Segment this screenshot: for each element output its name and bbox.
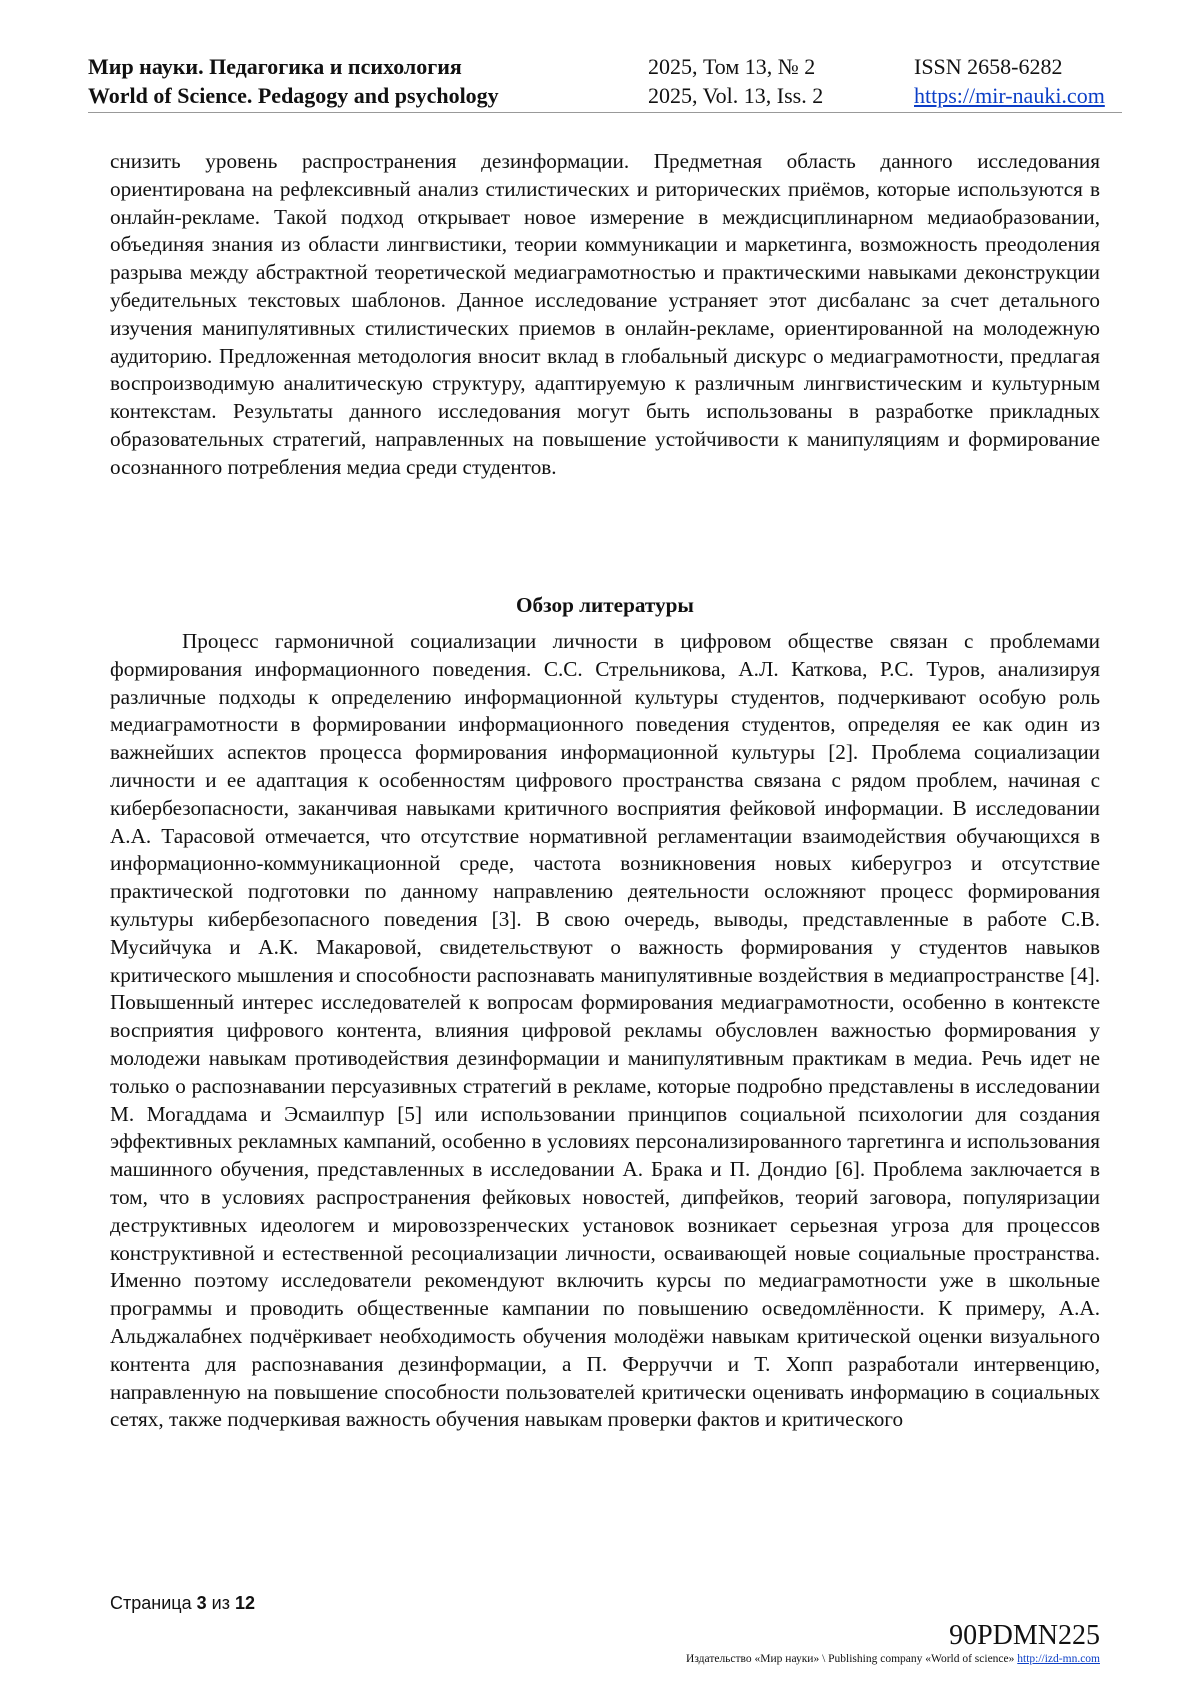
issue-info [648,52,823,110]
page-number [110,1593,255,1614]
document-code: 90PDMN225 [949,1620,1100,1651]
publisher-line [686,1653,1100,1665]
page-of: из [211,1593,230,1613]
publisher-link[interactable]: http://izd-mn.com [1017,1653,1100,1665]
page-label: Страница [110,1593,192,1613]
section-heading-literature-review: Обзор литературы [516,593,694,617]
journal-title-en: World of Science. Pedagogy and psychology [88,83,499,108]
journal-title [88,52,499,110]
journal-website-link[interactable]: https://mir-nauki.com [914,83,1105,108]
page-current: 3 [196,1593,207,1613]
issue-info-ru: 2025, Том 13, № 2 [648,54,816,79]
issue-info-en: 2025, Vol. 13, Iss. 2 [648,83,824,108]
issn-block [914,52,1105,110]
intro-paragraph: снизить уровень распространения дезинформации. Предметная область данного исследования ориентирована на рефлексивный анализ стилистических и риторических приёмов, которые используются в онлайн-рекламе. Такой подход открывает новое измерение в междисциплинарном медиаобразовании, объединяя знания из области лингвистики, теории коммуникации и маркетинга, возможность преодоления разрыва между абстрактной теоретической медиаграмотностью и практическими навыками деконструкции убедительных текстовых шаблонов. Данное исследование устраняет этот дисбаланс за счет детального изучения манипулятивных стилистических приемов в онлайн-рекламе, ориентированной на молодежную аудиторию. Предложенная методология вносит вклад в глобальный дискурс о медиаграмотности, предлагая воспроизводимую аналитическую структуру, адаптируемую к различным лингвистическим и культурным контекстам. Результаты данного исследования могут быть использованы в разработке прикладных образовательных стратегий, направленных на повышение устойчивости к манипуляциям и формирование осознанного потребления медиа среди студентов. [110,149,1100,479]
literature-review-paragraph: Процесс гармоничной социализации личности в цифровом обществе связан с проблемами формирования информационного поведения. С.С. Стрельникова, А.Л. Каткова, Р.С. Туров, анализируя различные подходы к определению информационной культуры студентов, подчеркивают особую роль медиаграмотности в формировании информационного поведения студентов, определяя ее как один из важнейших аспектов процесса формирования информационной культуры [2]. Проблема социализации личности и ее адаптация к особенностям цифрового пространства связана с рядом проблем, начиная с кибербезопасности, заканчивая навыками критичного восприятия фейковой информации. В исследовании А.А. Тарасовой отмечается, что отсутствие нормативной регламентации взаимодействия обучающихся в информационно-коммуникационной среде, частота возникновения новых киберугроз и отсутствие практической подготовки по данному направлению деятельности осложняют процесс формирования культуры кибербезопасного поведения [3]. В свою очередь, выводы, представленные в работе С.В. Мусийчука и А.К. Макаровой, свидетельствуют о важность формирования у студентов навыков критического мышления и способности распознавать манипулятивные воздействия в медиапространстве [4]. Повышенный интерес исследователей к вопросам формирования медиаграмотности, особенно в контексте восприятия цифрового контента, влияния цифровой рекламы обусловлен важностью формирования у молодежи навыкам противодействия дезинформации и манипулятивным практикам в медиа. Речь идет не только о распознавании персуазивных стратегий в рекламе, которые подробно представлены в исследовании М. Могаддама и Эсмаилпур [5] или использовании принципов социальной психологии для создания эффективных рекламных кампаний, особенно в условиях персонализированного таргетинга и использования машинного обучения, представленных в исследовании А. Брака и П. Дондио [6]. Проблема заключается в том, что в условиях распространения фейковых новостей, дипфейков, теорий заговора, популяризации деструктивных идеологем и мировоззренческих установок возникает серьезная угроза для процессов конструктивной и естественной ресоциализации личности, осваивающей новые социальные пространства. Именно поэтому исследователи рекомендуют включить курсы по медиаграмотности уже в школьные программы и проводить общественные кампании по повышению осведомлённости. К примеру, А.А. Альджалабнех подчёркивает необходимость обучения молодёжи навыкам критической оценки визуального контента для распознавания дезинформации, а П. Ферруччи и Т. Хопп разработали интервенцию, направленную на повышение способности пользователей критически оценивать информацию в социальных сетях, также подчеркивая важность обучения навыкам проверки фактов и критического [110,629,1100,1432]
page-header [88,52,1122,112]
issn-number: ISSN 2658-6282 [914,54,1063,79]
header-divider [88,112,1122,113]
publisher-name: Издательство «Мир науки» \ Publishing company «World of science» [686,1653,1015,1665]
journal-title-ru: Мир науки. Педагогика и психология [88,54,462,79]
page-total: 12 [234,1593,255,1613]
